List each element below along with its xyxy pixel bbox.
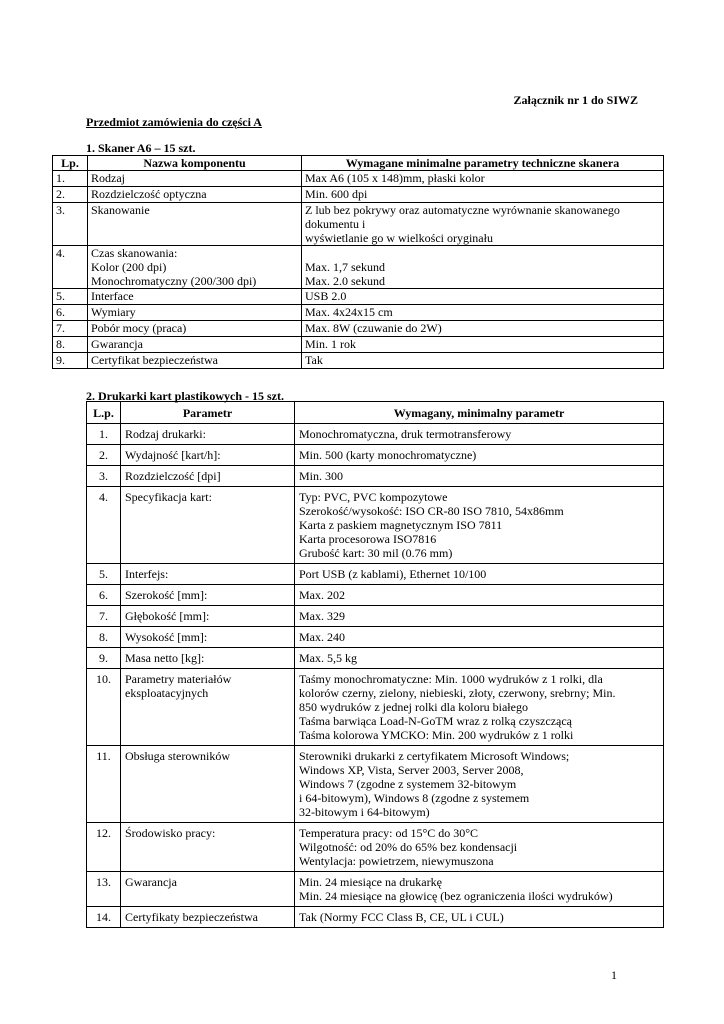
row-parameter-value <box>295 627 664 648</box>
row-number: 13. <box>87 872 121 907</box>
table-row <box>87 627 664 648</box>
cell-line: Z lub bez pokrywy oraz automatyczne wyrównanie skanowanego dokumentu i <box>305 203 620 231</box>
row-parameter-value <box>302 305 664 321</box>
cell-line: Rodzaj <box>91 171 125 185</box>
cell-line: Taśmy monochromatyczne: Min. 1000 wydruków z 1 rolki, dla <box>299 672 603 686</box>
table-row <box>87 424 664 445</box>
cell-line: Monochromatyczna, druk termotransferowy <box>299 427 512 441</box>
cell-line: Wymiary <box>91 305 136 319</box>
cell-line: Windows 7 (zgodne z systemem 32-bitowym <box>299 777 517 791</box>
column-header-parameter: Parametr <box>121 402 295 424</box>
row-number: 10. <box>87 669 121 746</box>
table-row <box>53 321 664 337</box>
cell-line: Windows XP, Vista, Server 2003, Server 2008, <box>299 763 524 777</box>
column-header-lp: Lp. <box>53 156 88 171</box>
cell-line: Wilgotność: od 20% do 65% bez kondensacji <box>299 840 518 854</box>
row-parameter-value <box>295 606 664 627</box>
row-number: 2. <box>53 187 88 203</box>
cell-line: Środowisko pracy: <box>125 826 216 840</box>
cell-line: Gwarancja <box>125 875 177 889</box>
row-parameter-name <box>88 187 302 203</box>
row-number: 14. <box>87 907 121 928</box>
cell-line: Interfejs: <box>125 567 169 581</box>
cell-line: Głębokość [mm]: <box>125 609 210 623</box>
row-number: 4. <box>87 487 121 564</box>
cell-line: Specyfikacja kart: <box>125 490 212 504</box>
row-number: 6. <box>87 585 121 606</box>
cell-line: Min. 300 <box>299 469 344 483</box>
cell-line: Min. 24 miesiące na drukarkę <box>299 875 442 889</box>
row-parameter-value <box>295 564 664 585</box>
row-number: 11. <box>87 746 121 823</box>
row-number: 6. <box>53 305 88 321</box>
cell-line <box>305 246 660 260</box>
row-parameter-value <box>302 171 664 187</box>
row-parameter-value <box>295 669 664 746</box>
cell-line: Szerokość [mm]: <box>125 588 208 602</box>
row-parameter-name <box>88 171 302 187</box>
table-row <box>53 289 664 305</box>
cell-line: Tak (Normy FCC Class B, CE, UL i CUL) <box>299 910 504 924</box>
row-number: 3. <box>53 203 88 246</box>
cell-line: 32-bitowym i 64-bitowym) <box>299 805 430 819</box>
row-parameter-value <box>302 246 664 289</box>
row-parameter-name <box>121 466 295 487</box>
cell-line: Typ: PVC, PVC kompozytowe <box>299 490 448 504</box>
cell-line: Kolor (200 dpi) <box>91 260 167 274</box>
row-parameter-name <box>88 305 302 321</box>
row-parameter-name <box>88 321 302 337</box>
row-parameter-value <box>295 872 664 907</box>
row-parameter-name <box>121 823 295 872</box>
row-number: 9. <box>53 353 88 369</box>
table-row <box>53 203 664 246</box>
table-row <box>87 606 664 627</box>
column-header-component: Nazwa komponentu <box>88 156 302 171</box>
row-parameter-value <box>302 187 664 203</box>
row-parameter-name <box>88 337 302 353</box>
cell-line: Interface <box>91 289 134 303</box>
cell-line: Szerokość/wysokość: ISO CR-80 ISO 7810, 54x86mm <box>299 504 564 518</box>
cell-line: Port USB (z kablami), Ethernet 10/100 <box>299 567 487 581</box>
row-number: 12. <box>87 823 121 872</box>
cell-line: Skanowanie <box>91 203 150 217</box>
row-parameter-name <box>121 487 295 564</box>
row-parameter-value <box>302 337 664 353</box>
table-row <box>53 187 664 203</box>
table-row <box>87 746 664 823</box>
table-row <box>87 872 664 907</box>
table-row <box>87 907 664 928</box>
row-parameter-name <box>121 746 295 823</box>
row-parameter-value <box>295 823 664 872</box>
cell-line: eksploatacyjnych <box>125 686 209 700</box>
cell-line: Rodzaj drukarki: <box>125 427 206 441</box>
table-row <box>87 648 664 669</box>
column-header-requirements: Wymagane minimalne parametry techniczne skanera <box>302 156 664 171</box>
table-row <box>53 353 664 369</box>
cell-line: 850 wydruków z jednej rolki dla koloru białego <box>299 700 528 714</box>
table-row <box>87 823 664 872</box>
row-parameter-value <box>295 746 664 823</box>
cell-line: Wysokość [mm]: <box>125 630 208 644</box>
cell-line: Pobór mocy (praca) <box>91 321 187 335</box>
row-parameter-name <box>121 907 295 928</box>
cell-line: Czas skanowania: <box>91 246 178 260</box>
row-parameter-value <box>295 585 664 606</box>
cell-line: Max. 4x24x15 cm <box>305 305 393 319</box>
row-parameter-name <box>121 564 295 585</box>
cell-line: Grubość kart: 30 mil (0.76 mm) <box>299 546 453 560</box>
row-parameter-name <box>88 289 302 305</box>
column-header-required-value: Wymagany, minimalny parametr <box>295 402 664 424</box>
attachment-label: Załącznik nr 1 do SIWZ <box>513 93 638 107</box>
cell-line: Certyfikat bezpieczeństwa <box>91 353 218 367</box>
cell-line: USB 2.0 <box>305 289 347 303</box>
cell-line: Max. 8W (czuwanie do 2W) <box>305 321 442 335</box>
cell-line: Certyfikaty bezpieczeństwa <box>125 910 258 924</box>
table-row <box>53 337 664 353</box>
cell-line: Taśma barwiąca Load-N-GoTM wraz z rolką czyszczącą <box>299 714 573 728</box>
cell-line: Wydajność [kart/h]: <box>125 448 221 462</box>
row-number: 3. <box>87 466 121 487</box>
cell-line: Min. 1 rok <box>305 337 356 351</box>
table-row <box>87 487 664 564</box>
printer-spec-table <box>86 401 664 928</box>
row-number: 1. <box>53 171 88 187</box>
cell-line: Tak <box>305 353 323 367</box>
row-number: 1. <box>87 424 121 445</box>
cell-line: Obsługa sterowników <box>125 749 230 763</box>
cell-line: Rozdzielczość [dpi] <box>125 469 221 483</box>
section-2-title: 2. Drukarki kart plastikowych - 15 szt. <box>86 389 285 403</box>
cell-line: Max. 240 <box>299 630 345 644</box>
row-parameter-name <box>88 203 302 246</box>
cell-line: Max. 202 <box>299 588 345 602</box>
cell-line: Temperatura pracy: od 15°C do 30°C <box>299 826 479 840</box>
row-parameter-name <box>121 424 295 445</box>
cell-line: Masa netto [kg]: <box>125 651 205 665</box>
cell-line: wyświetlanie go w wielkości oryginału <box>305 231 493 245</box>
table-row <box>87 564 664 585</box>
cell-line: Taśma kolorowa YMCKO: Min. 200 wydruków z 1 rolki <box>299 728 574 742</box>
row-parameter-value <box>302 203 664 246</box>
cell-line: Karta procesorowa ISO7816 <box>299 532 437 546</box>
page-number: 1 <box>611 968 617 982</box>
table-row <box>53 246 664 289</box>
row-parameter-name <box>121 669 295 746</box>
table-row <box>53 305 664 321</box>
cell-line: Parametry materiałów <box>125 672 232 686</box>
cell-line: Min. 600 dpi <box>305 187 368 201</box>
cell-line: Rozdzielczość optyczna <box>91 187 207 201</box>
table-row <box>87 466 664 487</box>
row-number: 4. <box>53 246 88 289</box>
row-parameter-value <box>302 289 664 305</box>
row-parameter-value <box>295 466 664 487</box>
row-parameter-name <box>121 606 295 627</box>
row-parameter-name <box>88 246 302 289</box>
table-row <box>87 585 664 606</box>
row-number: 7. <box>53 321 88 337</box>
scanner-spec-table <box>52 155 664 369</box>
row-parameter-name <box>121 585 295 606</box>
row-parameter-value <box>295 907 664 928</box>
row-parameter-name <box>121 445 295 466</box>
table-header-row <box>53 156 664 171</box>
table-row <box>87 445 664 466</box>
row-number: 8. <box>53 337 88 353</box>
row-number: 7. <box>87 606 121 627</box>
cell-line: Min. 500 (karty monochromatyczne) <box>299 448 477 462</box>
cell-line: Wentylacja: powietrzem, niewymuszona <box>299 854 494 868</box>
cell-line: Max. 329 <box>299 609 345 623</box>
cell-line: Monochromatyczny (200/300 dpi) <box>91 274 257 288</box>
row-parameter-name <box>121 648 295 669</box>
row-parameter-value <box>295 648 664 669</box>
row-parameter-name <box>88 353 302 369</box>
table-row <box>53 171 664 187</box>
cell-line: Max. 5,5 kg <box>299 651 357 665</box>
row-number: 2. <box>87 445 121 466</box>
row-parameter-value <box>295 424 664 445</box>
table-header-row <box>87 402 664 424</box>
order-subject-heading: Przedmiot zamówienia do części A <box>86 115 262 129</box>
row-number: 5. <box>87 564 121 585</box>
cell-line: Min. 24 miesiące na głowicę (bez ograniczenia ilości wydruków) <box>299 889 613 903</box>
row-number: 8. <box>87 627 121 648</box>
row-parameter-value <box>302 321 664 337</box>
row-parameter-value <box>302 353 664 369</box>
row-number: 5. <box>53 289 88 305</box>
cell-line: i 64-bitowym), Windows 8 (zgodne z systemem <box>299 791 530 805</box>
cell-line: Max A6 (105 x 148)mm, płaski kolor <box>305 171 485 185</box>
cell-line: Sterowniki drukarki z certyfikatem Microsoft Windows; <box>299 749 570 763</box>
cell-line: Gwarancja <box>91 337 143 351</box>
table-row <box>87 669 664 746</box>
cell-line: kolorów czerny, zielony, niebieski, złoty, czerwony, srebrny; Min. <box>299 686 616 700</box>
row-number: 9. <box>87 648 121 669</box>
row-parameter-value <box>295 487 664 564</box>
column-header-lp: L.p. <box>87 402 121 424</box>
section-1-title: 1. Skaner A6 – 15 szt. <box>86 141 196 155</box>
cell-line: Max. 1,7 sekund <box>305 260 385 274</box>
cell-line: Karta z paskiem magnetycznym ISO 7811 <box>299 518 503 532</box>
row-parameter-name <box>121 627 295 648</box>
row-parameter-name <box>121 872 295 907</box>
cell-line: Max. 2.0 sekund <box>305 274 385 288</box>
row-parameter-value <box>295 445 664 466</box>
